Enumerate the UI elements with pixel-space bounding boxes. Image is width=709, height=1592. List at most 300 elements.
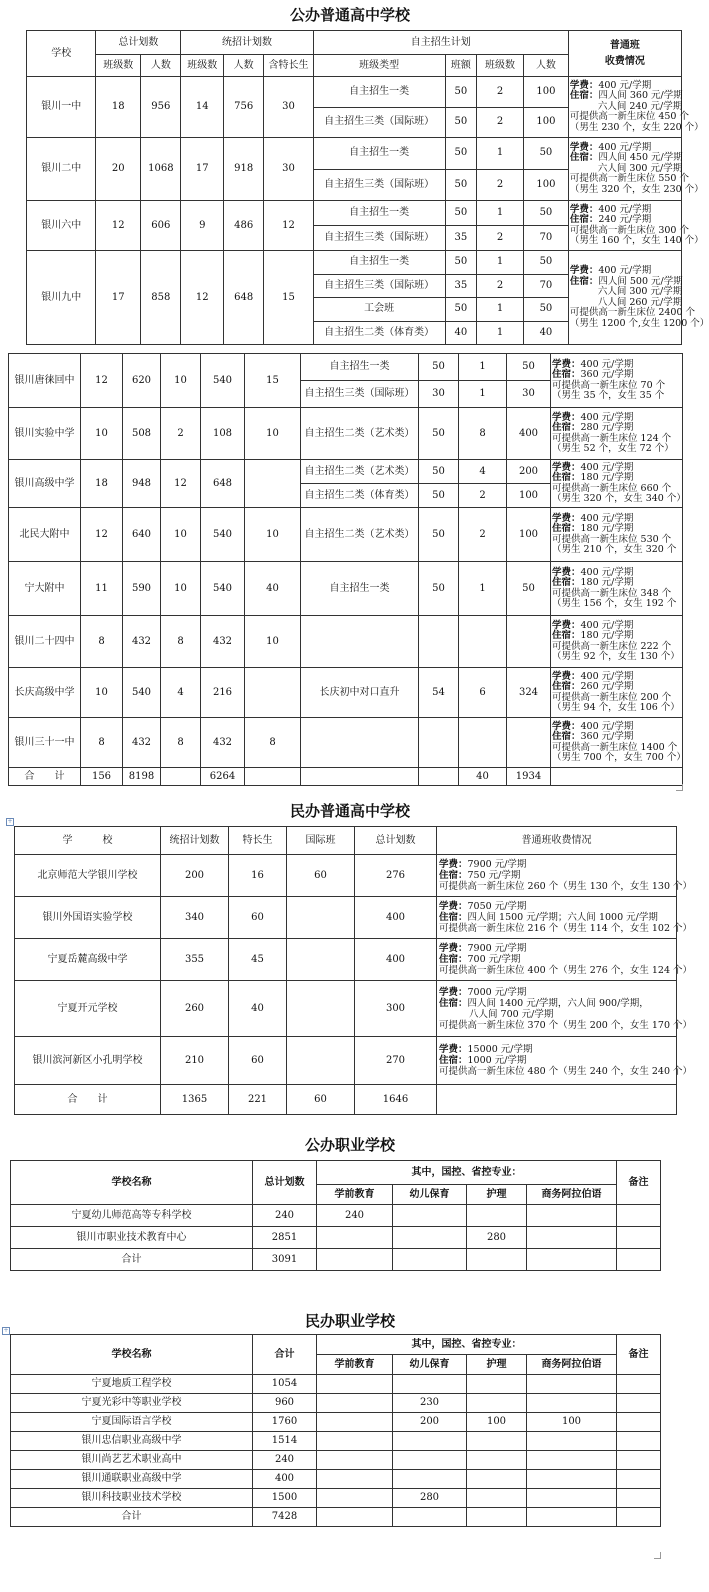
fee-cell bbox=[437, 939, 693, 981]
value-gc: 17 bbox=[181, 138, 224, 201]
value bbox=[467, 1508, 527, 1527]
value bbox=[459, 616, 507, 668]
school-name: 银川尚艺艺术职业高中 bbox=[11, 1451, 253, 1470]
value: 50 bbox=[524, 138, 569, 170]
value-tc: 8 bbox=[81, 616, 123, 668]
col-nursing: 护理 bbox=[467, 1185, 527, 1205]
fee-line: 四人间 1500 元/学期；六人间 1000 元/学期 bbox=[467, 912, 658, 923]
value: 2 bbox=[477, 169, 524, 201]
value: 50 bbox=[445, 138, 476, 170]
value bbox=[393, 1249, 467, 1271]
fee-line: 六人间 300 元/学期 bbox=[597, 286, 683, 297]
value-c: 60 bbox=[287, 1085, 355, 1115]
table-row bbox=[9, 668, 683, 718]
value bbox=[467, 1394, 527, 1413]
fee-line: 7050 元/学期 bbox=[467, 901, 527, 912]
value: 156 bbox=[81, 768, 123, 786]
fee-label: 学费： bbox=[569, 79, 599, 91]
note bbox=[617, 1413, 661, 1432]
value-gp: 108 bbox=[201, 408, 245, 460]
fee-line: 400 元/学期 bbox=[580, 411, 634, 423]
table-row bbox=[15, 897, 677, 939]
col-arabic: 商务阿拉伯语 bbox=[527, 1355, 617, 1375]
fee-line: 可提供高一新生床位 450 个 bbox=[569, 111, 690, 123]
total-row bbox=[15, 1085, 677, 1115]
value bbox=[527, 1205, 617, 1227]
class-type: 自主招生二类（艺术类） bbox=[301, 460, 419, 484]
fee-line: 180 元/学期 bbox=[580, 523, 634, 534]
stay-label: 住宿： bbox=[439, 1055, 468, 1066]
table-corner-mark bbox=[654, 1552, 661, 1559]
school-name: 银川通联职业高级中学 bbox=[11, 1470, 253, 1489]
value: 35 bbox=[445, 274, 476, 298]
value bbox=[467, 1249, 527, 1271]
note bbox=[617, 1205, 661, 1227]
value: 200 bbox=[393, 1413, 467, 1432]
col-childcare: 幼儿保育 bbox=[393, 1355, 467, 1375]
table-row bbox=[11, 1227, 661, 1249]
school-name: 宁夏国际语言学校 bbox=[11, 1413, 253, 1432]
table-row bbox=[11, 1489, 661, 1508]
private-high-table bbox=[14, 826, 693, 1115]
fee-line: 400 元/学期 bbox=[598, 265, 652, 276]
fee-line: 四人间 1400 元/学期，六人间 900/学期， bbox=[467, 997, 649, 1009]
school-name: 银川二中 bbox=[27, 138, 96, 201]
fee-cell bbox=[437, 855, 693, 897]
value bbox=[419, 718, 459, 768]
fee-line: 260 元/学期 bbox=[580, 681, 634, 692]
value-tp: 432 bbox=[123, 616, 161, 668]
section-title-private-high: 民办普通高中学校 bbox=[289, 802, 410, 820]
fee-cell bbox=[551, 408, 683, 460]
fee-line: 可提供高一新生床位 216 个（男生 114 个，女生 102 个） bbox=[439, 923, 693, 934]
value-d: 276 bbox=[355, 855, 437, 897]
value-gp: 432 bbox=[201, 616, 245, 668]
value: 2 bbox=[477, 274, 524, 298]
note bbox=[617, 1375, 661, 1394]
table-row bbox=[15, 855, 677, 897]
note bbox=[617, 1451, 661, 1470]
value bbox=[161, 768, 201, 786]
value bbox=[437, 1085, 677, 1115]
value bbox=[393, 1432, 467, 1451]
table-move-handle-icon[interactable]: + bbox=[7, 818, 13, 825]
col-group: 其中，国控、省控专业： bbox=[317, 1161, 617, 1185]
fee-line: 400 元/学期 bbox=[580, 461, 634, 473]
section-title-public-vocational: 公办职业学校 bbox=[304, 1136, 395, 1154]
fee-line: 可提供高一新生床位 222 个 bbox=[552, 640, 672, 652]
value-a: 200 bbox=[161, 855, 229, 897]
value bbox=[507, 718, 551, 768]
value bbox=[317, 1489, 393, 1508]
fee-label: 学费： bbox=[552, 512, 581, 524]
col-people: 人数 bbox=[524, 55, 569, 77]
fee-line: 可提供高一新生床位 400 个（男生 276 个，女生 124 个） bbox=[439, 965, 693, 976]
fee-line: （男生 700 个，女生 700 个） bbox=[552, 752, 686, 763]
class-type: 自主招生一类 bbox=[313, 251, 445, 275]
table-row bbox=[11, 1432, 661, 1451]
value-gc: 10 bbox=[161, 354, 201, 408]
fee-cell bbox=[568, 138, 704, 201]
value bbox=[527, 1451, 617, 1470]
value-total: 1500 bbox=[253, 1489, 317, 1508]
value bbox=[527, 1470, 617, 1489]
table-row bbox=[11, 1205, 661, 1227]
fee-line: 7000 元/学期 bbox=[467, 986, 527, 998]
value-c: 60 bbox=[287, 855, 355, 897]
stay-label: 住宿： bbox=[552, 731, 581, 742]
value-sp: 10 bbox=[245, 508, 301, 562]
value: 1934 bbox=[507, 768, 551, 786]
value: 40 bbox=[524, 321, 569, 345]
fee-line: 360 元/学期 bbox=[580, 369, 634, 380]
class-type bbox=[301, 616, 419, 668]
value bbox=[419, 616, 459, 668]
fee-cell bbox=[551, 718, 686, 768]
value-gc: 14 bbox=[181, 77, 224, 138]
value-total: 1514 bbox=[253, 1432, 317, 1451]
fee-line: 八人间 700 元/学期 bbox=[469, 1008, 554, 1020]
fee-label: 学费： bbox=[552, 619, 581, 631]
value-c bbox=[287, 897, 355, 939]
value bbox=[467, 1470, 527, 1489]
value bbox=[527, 1375, 617, 1394]
value-c bbox=[287, 1037, 355, 1085]
note bbox=[617, 1508, 661, 1527]
col-arabic: 商务阿拉伯语 bbox=[527, 1185, 617, 1205]
fee-cell bbox=[551, 562, 683, 616]
value: 40 bbox=[459, 768, 507, 786]
value-a: 260 bbox=[161, 981, 229, 1037]
table-row bbox=[27, 201, 682, 226]
value bbox=[467, 1451, 527, 1470]
note bbox=[617, 1470, 661, 1489]
note bbox=[617, 1432, 661, 1451]
value: 6 bbox=[459, 668, 507, 718]
value: 100 bbox=[524, 77, 569, 108]
fee-label: 学费： bbox=[439, 943, 468, 954]
value: 50 bbox=[419, 562, 459, 616]
value-b: 45 bbox=[229, 939, 287, 981]
fee-label: 学费： bbox=[552, 461, 581, 473]
fee-line: 可提供高一新生床位 660 个 bbox=[552, 482, 672, 494]
value bbox=[317, 1432, 393, 1451]
value bbox=[317, 1249, 393, 1271]
table-row bbox=[27, 251, 682, 275]
fee-cell bbox=[437, 897, 693, 939]
fee-line: 可提供高一新生床位 124 个 bbox=[552, 432, 672, 444]
fee-label: 学费： bbox=[439, 859, 468, 870]
value: 54 bbox=[419, 668, 459, 718]
table-move-handle-icon[interactable]: + bbox=[3, 1327, 9, 1334]
value-d: 270 bbox=[355, 1037, 437, 1085]
school-name: 宁大附中 bbox=[9, 562, 81, 616]
col-school: 学 校 bbox=[15, 827, 161, 855]
value bbox=[527, 1489, 617, 1508]
value: 280 bbox=[467, 1227, 527, 1249]
value-gc: 8 bbox=[161, 718, 201, 768]
school-name: 合计 bbox=[11, 1508, 253, 1527]
table-row bbox=[11, 1508, 661, 1527]
school-name: 宁夏岳麓高级中学 bbox=[15, 939, 161, 981]
stay-label: 住宿： bbox=[552, 369, 581, 380]
school-name: 宁夏光彩中等职业学校 bbox=[11, 1394, 253, 1413]
col-quota: 班额 bbox=[445, 55, 476, 77]
value-sp: 15 bbox=[245, 354, 301, 408]
fee-line: 360 元/学期 bbox=[580, 731, 634, 742]
value-gp: 540 bbox=[201, 508, 245, 562]
fee-line: 可提供高一新生床位 260 个（男生 130 个，女生 130 个） bbox=[439, 881, 693, 892]
fee-line: 四人间 450 元/学期 bbox=[598, 152, 683, 164]
school-name: 长庆高级中学 bbox=[9, 668, 81, 718]
total-row bbox=[9, 768, 683, 786]
table-row bbox=[11, 1375, 661, 1394]
col-intl: 国际班 bbox=[287, 827, 355, 855]
fee-cell bbox=[551, 508, 683, 562]
value-sp: 40 bbox=[245, 562, 301, 616]
value bbox=[551, 768, 683, 786]
value bbox=[527, 1249, 617, 1271]
fee-line: 四人间 360 元/学期 bbox=[598, 90, 683, 102]
school-name: 银川实验中学 bbox=[9, 408, 81, 460]
fee-line: 可提供高一新生床位 2400 个 bbox=[569, 307, 696, 318]
school-name: 银川外国语实验学校 bbox=[15, 897, 161, 939]
fee-label: 学费： bbox=[569, 141, 599, 153]
value-tc: 17 bbox=[96, 251, 141, 345]
table-row bbox=[9, 408, 683, 460]
table-row bbox=[27, 77, 682, 108]
col-classes: 班级数 bbox=[96, 55, 141, 77]
value: 50 bbox=[524, 251, 569, 275]
value-tp: 432 bbox=[123, 718, 161, 768]
fee-cell bbox=[551, 668, 683, 718]
fee-line: 可提供高一新生床位 370 个（男生 200 个，女生 170 个） bbox=[439, 1019, 693, 1031]
table-row bbox=[11, 1249, 661, 1271]
value-total: 7428 bbox=[253, 1508, 317, 1527]
value: 40 bbox=[445, 321, 476, 345]
col-tongzhao: 统招计划数 bbox=[161, 827, 229, 855]
stay-label: 住宿： bbox=[569, 275, 599, 287]
table-row bbox=[9, 354, 683, 381]
value bbox=[393, 1451, 467, 1470]
value-sp: 10 bbox=[245, 408, 301, 460]
value: 8 bbox=[459, 408, 507, 460]
table-row bbox=[15, 1037, 677, 1085]
value bbox=[467, 1205, 527, 1227]
school-name: 银川市职业技术教育中心 bbox=[11, 1227, 253, 1249]
value bbox=[393, 1375, 467, 1394]
value: 100 bbox=[524, 169, 569, 201]
value-c bbox=[287, 981, 355, 1037]
col-nursing: 护理 bbox=[467, 1355, 527, 1375]
value: 30 bbox=[507, 381, 551, 408]
class-type: 自主招生三类（国际班） bbox=[313, 274, 445, 298]
value-d: 400 bbox=[355, 939, 437, 981]
value-b: 16 bbox=[229, 855, 287, 897]
value bbox=[317, 1451, 393, 1470]
value: 2 bbox=[477, 107, 524, 138]
value-gc: 12 bbox=[161, 460, 201, 508]
fee-line: 六人间 300 元/学期 bbox=[597, 162, 683, 174]
class-type: 自主招生二类（艺术类） bbox=[301, 508, 419, 562]
section-title-public-high: 公办普通高中学校 bbox=[289, 6, 410, 24]
value-gp: 216 bbox=[201, 668, 245, 718]
fee-line: 400 元/学期 bbox=[598, 79, 652, 91]
table-row bbox=[9, 508, 683, 562]
value: 70 bbox=[524, 274, 569, 298]
value: 240 bbox=[317, 1205, 393, 1227]
note bbox=[617, 1489, 661, 1508]
table-row bbox=[11, 1451, 661, 1470]
value bbox=[317, 1375, 393, 1394]
col-people: 人数 bbox=[141, 55, 181, 77]
value: 2 bbox=[477, 77, 524, 108]
value bbox=[527, 1394, 617, 1413]
fee-cell bbox=[437, 981, 693, 1037]
value bbox=[393, 1470, 467, 1489]
col-note: 备注 bbox=[617, 1335, 661, 1375]
private-vocational-table bbox=[10, 1334, 661, 1527]
fee-line: 15000 元/学期 bbox=[467, 1044, 533, 1055]
value: 1 bbox=[459, 562, 507, 616]
fee-line: 400 元/学期 bbox=[580, 619, 634, 631]
value bbox=[393, 1205, 467, 1227]
class-type: 自主招生二类（体育类） bbox=[313, 321, 445, 345]
total-label: 合 计 bbox=[15, 1085, 161, 1115]
fee-line: 可提供高一新生床位 300 个 bbox=[569, 224, 690, 236]
school-name: 宁夏地质工程学校 bbox=[11, 1375, 253, 1394]
fee-line: 可提供高一新生床位 480 个（男生 240 个，女生 240 个） bbox=[439, 1066, 693, 1077]
stay-label: 住宿： bbox=[569, 214, 599, 225]
school-name: 银川高级中学 bbox=[9, 460, 81, 508]
fee-line: （男生 160 个，女生 140 个） bbox=[569, 235, 704, 246]
value bbox=[419, 768, 459, 786]
class-type: 自主招生一类 bbox=[313, 77, 445, 108]
fee-label: 学费： bbox=[439, 901, 468, 912]
value-gp: 756 bbox=[224, 77, 264, 138]
value bbox=[527, 1227, 617, 1249]
value-sp: 10 bbox=[245, 616, 301, 668]
fee-line: （男生 156 个，女生 192 个 bbox=[552, 598, 677, 609]
value-b: 221 bbox=[229, 1085, 287, 1115]
value bbox=[527, 1508, 617, 1527]
class-type: 自主招生三类（国际班） bbox=[313, 226, 445, 251]
value-gc: 2 bbox=[161, 408, 201, 460]
value: 100 bbox=[527, 1413, 617, 1432]
fee-label: 学费： bbox=[552, 411, 581, 423]
value-total: 240 bbox=[253, 1205, 317, 1227]
section-title-private-vocational: 民办职业学校 bbox=[304, 1312, 395, 1330]
value: 50 bbox=[445, 201, 476, 226]
fee-line: 750 元/学期 bbox=[467, 870, 521, 881]
fee-line: （男生 320 个，女生 230 个） bbox=[569, 183, 704, 195]
value-total: 960 bbox=[253, 1394, 317, 1413]
fee-line: （男生 92 个，女生 130 个） bbox=[552, 651, 680, 662]
value: 4 bbox=[459, 460, 507, 484]
value-tp: 858 bbox=[141, 251, 181, 345]
table-row bbox=[11, 1470, 661, 1489]
table-row bbox=[9, 616, 683, 668]
col-classes: 班级数 bbox=[181, 55, 224, 77]
col-note: 备注 bbox=[617, 1161, 661, 1205]
value-sp: 8 bbox=[245, 718, 301, 768]
value: 2 bbox=[477, 226, 524, 251]
value: 100 bbox=[467, 1413, 527, 1432]
fee-label: 学费： bbox=[552, 720, 581, 732]
value-c bbox=[287, 939, 355, 981]
value: 70 bbox=[524, 226, 569, 251]
fee-line: 240 元/学期 bbox=[598, 214, 652, 225]
value-gp: 486 bbox=[224, 201, 264, 251]
class-type: 自主招生二类（体育类） bbox=[301, 484, 419, 508]
fee-line: 可提供高一新生床位 530 个 bbox=[552, 533, 672, 545]
value-gp: 540 bbox=[201, 562, 245, 616]
class-type: 自主招生一类 bbox=[313, 201, 445, 226]
stay-label: 住宿： bbox=[552, 577, 581, 588]
fee-label: 学费： bbox=[569, 265, 599, 276]
school-name: 银川一中 bbox=[27, 77, 96, 138]
stay-label: 住宿： bbox=[552, 422, 581, 433]
value-tc: 10 bbox=[81, 408, 123, 460]
value-sp: 30 bbox=[264, 138, 313, 201]
value: 50 bbox=[419, 508, 459, 562]
value: 200 bbox=[507, 460, 551, 484]
class-type: 自主招生三类（国际班） bbox=[301, 381, 419, 408]
fee-cell bbox=[568, 77, 704, 138]
col-total: 合计 bbox=[253, 1335, 317, 1375]
table-row bbox=[15, 939, 677, 981]
value: 50 bbox=[445, 107, 476, 138]
value: 50 bbox=[445, 169, 476, 201]
value-sp bbox=[245, 460, 301, 508]
value-a: 340 bbox=[161, 897, 229, 939]
value-tp: 590 bbox=[123, 562, 161, 616]
col-special: 特长生 bbox=[229, 827, 287, 855]
value-total: 3091 bbox=[253, 1249, 317, 1271]
fee-line: 八人间 260 元/学期 bbox=[597, 296, 683, 308]
value-gc: 9 bbox=[181, 201, 224, 251]
fee-line: 180 元/学期 bbox=[580, 577, 634, 588]
value-b: 60 bbox=[229, 1037, 287, 1085]
school-name: 银川滨河新区小孔明学校 bbox=[15, 1037, 161, 1085]
value-b: 40 bbox=[229, 981, 287, 1037]
value-tp: 956 bbox=[141, 77, 181, 138]
value-b: 60 bbox=[229, 897, 287, 939]
value-gp: 648 bbox=[201, 460, 245, 508]
col-school-name: 学校名称 bbox=[11, 1161, 253, 1205]
school-name: 银川忠信职业高级中学 bbox=[11, 1432, 253, 1451]
col-preschool: 学前教育 bbox=[317, 1355, 393, 1375]
col-total-plan: 总计划数 bbox=[96, 31, 181, 55]
table-row bbox=[9, 460, 683, 484]
value: 50 bbox=[507, 354, 551, 381]
value-total: 400 bbox=[253, 1470, 317, 1489]
value: 1 bbox=[477, 138, 524, 170]
value: 324 bbox=[507, 668, 551, 718]
class-type bbox=[301, 718, 419, 768]
fee-label: 学费： bbox=[569, 203, 599, 215]
stay-label: 住宿： bbox=[552, 523, 581, 534]
fee-cell bbox=[551, 460, 686, 508]
col-zizhu: 自主招生计划 bbox=[313, 31, 568, 55]
note bbox=[617, 1227, 661, 1249]
public-vocational-table bbox=[10, 1160, 661, 1271]
value-tc: 18 bbox=[96, 77, 141, 138]
school-name: 银川三十一中 bbox=[9, 718, 81, 768]
value-tp: 1068 bbox=[141, 138, 181, 201]
value-total: 1054 bbox=[253, 1375, 317, 1394]
stay-label: 住宿： bbox=[439, 912, 468, 923]
